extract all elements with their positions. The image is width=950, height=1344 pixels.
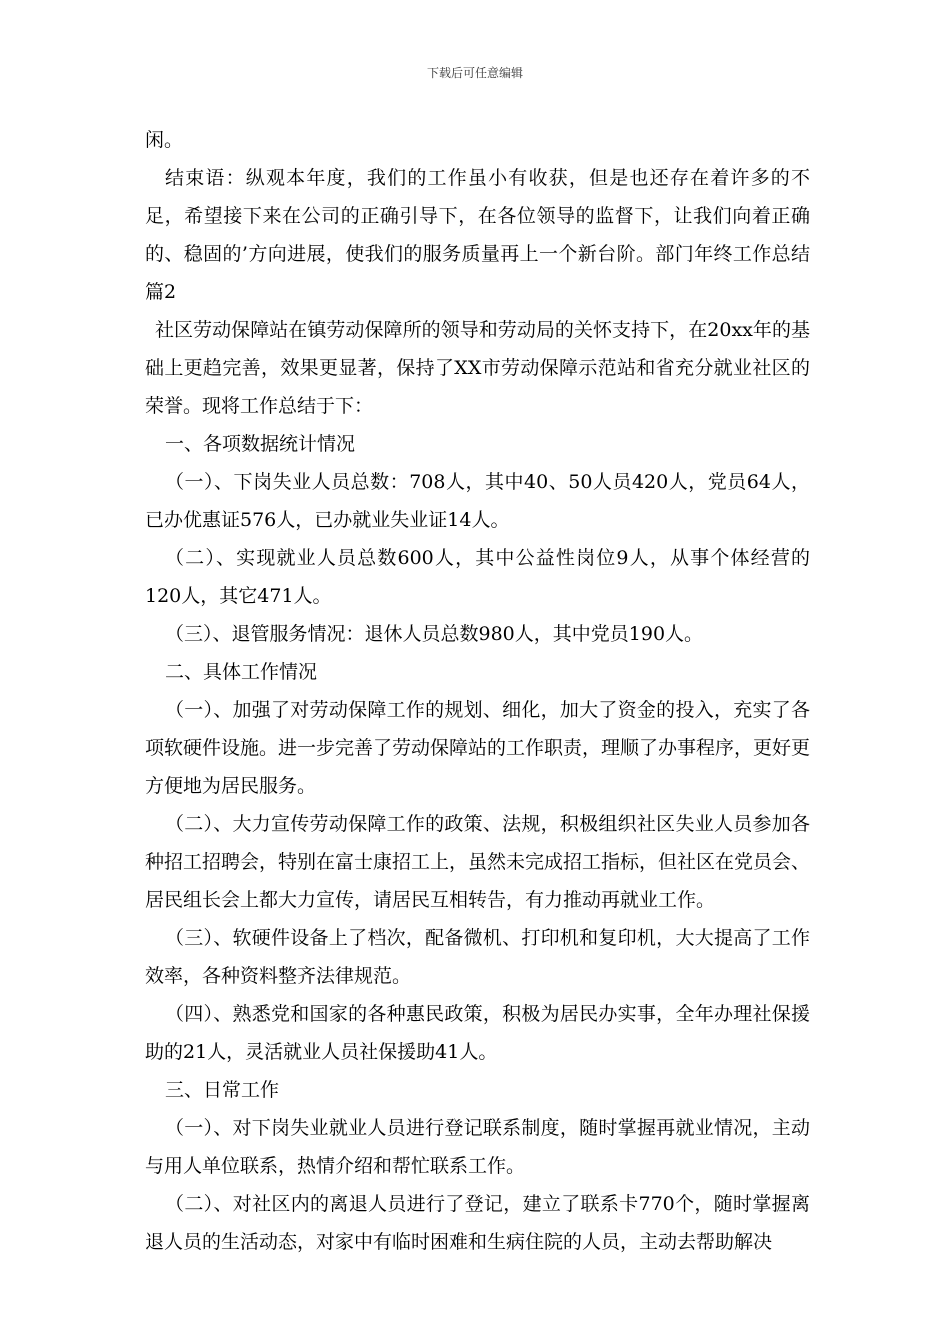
paragraph-intro: 社区劳动保障站在镇劳动保障所的领导和劳动局的关怀支持下，在20xx年的基础上更趋完善，效果更显著，保持了XX市劳动保障示范站和省充分就业社区的荣誉。现将工作总结于下：	[145, 319, 810, 417]
list-item: （二）、大力宣传劳动保障工作的政策、法规，积极组织社区失业人员参加各种招工招聘会，特别在富士康招工上，虽然未完成招工指标，但社区在党员会、居民组长会上都大力宣传，请居民互相转告，有力推动再就业工作。	[145, 813, 811, 911]
list-item: （四）、熟悉党和国家的各种惠民政策，积极为居民办实事，全年办理社保援助的21人，灵活就业人员社保援助41人。	[145, 1003, 810, 1063]
page-header: 下载后可任意编辑	[426, 66, 523, 80]
section-heading-1: 一、各项数据统计情况	[165, 433, 356, 455]
list-item: （一）、对下岗失业就业人员进行登记联系制度，随时掌握再就业情况，主动与用人单位联系，热情介绍和帮忙联系工作。	[145, 1117, 810, 1177]
paragraph-continuation: 闲。	[145, 129, 184, 151]
list-item: （一）、下岗失业人员总数：708人，其中40、50人员420人，党员64人，已办优惠证576人，已办就业失业证14人。	[145, 471, 810, 531]
list-item: （三）、退管服务情况：退休人员总数980人，其中党员190人。	[165, 623, 704, 645]
list-item: （三）、软硬件设备上了档次，配备微机、打印机和复印机，大大提高了工作效率，各种资料整齐法律规范。	[145, 927, 810, 987]
section-heading-3: 三、日常工作	[165, 1079, 280, 1101]
section-heading-2: 二、具体工作情况	[165, 661, 318, 683]
document-body	[145, 121, 810, 1261]
list-item: （二）、对社区内的离退人员进行了登记，建立了联系卡770个，随时掌握离退人员的生活动态，对家中有临时困难和生病住院的人员，主动去帮助解决	[145, 1193, 810, 1253]
paragraph-conclusion: 结束语：纵观本年度，我们的工作虽小有收获，但是也还存在着许多的不足，希望接下来在公司的正确引导下，在各位领导的监督下，让我们向着正确的、稳固的’方向进展，使我们的服务质量再上一个新台阶。部门年终工作总结 篇2	[145, 167, 810, 303]
list-item: （二）、实现就业人员总数600人，其中公益性岗位9人，从事个体经营的120人，其它471人。	[145, 547, 810, 607]
list-item: （一）、加强了对劳动保障工作的规划、细化，加大了资金的投入，充实了各项软硬件设施。进一步完善了劳动保障站的工作职责，理顺了办事程序，更好更方便地为居民服务。	[145, 699, 811, 797]
